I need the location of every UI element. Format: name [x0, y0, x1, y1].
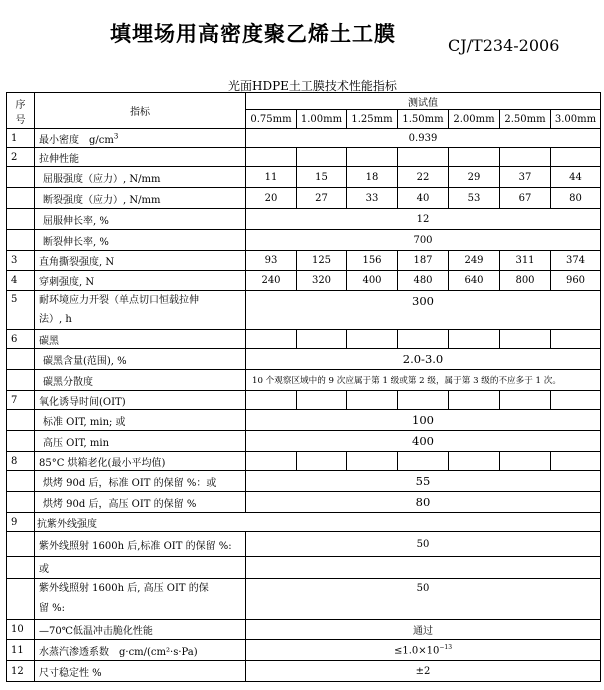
value-cell: 29: [449, 167, 500, 188]
indicator-name: 屈服强度（应力）, N/mm: [35, 167, 246, 188]
value-cell: 80: [246, 492, 601, 513]
table-row: [7, 557, 601, 579]
row-number: 4: [7, 271, 35, 291]
indicator-name: 碳黑含量(范围), %: [35, 349, 246, 370]
value-cell: 2.0-3.0: [246, 349, 601, 370]
row-number: 3: [7, 251, 35, 271]
value-cell: 93: [246, 251, 297, 271]
value-cell: $\le 1.0\times 10^{-13}$: [246, 640, 601, 661]
table-row: [7, 291, 601, 330]
indicator-name: 屈服伸长率, %: [35, 209, 246, 230]
value-cell: 187: [398, 251, 449, 271]
value-cell: 700: [246, 230, 601, 251]
value-cell: 374: [551, 251, 601, 271]
value-cell: 800: [500, 271, 551, 291]
document-title: 填埋场用高密度聚乙烯土工膜: [110, 22, 396, 46]
indicator-name: 最小密度 $g/cm^3$: [35, 129, 246, 148]
indicator-name: 抗紫外线强度: [35, 513, 601, 532]
value-cell: 320: [297, 271, 347, 291]
indicator-name: 拉伸性能: [35, 148, 246, 167]
value-cell: 156: [347, 251, 398, 271]
indicator-name: 尺寸稳定性 %: [35, 661, 246, 682]
value-cell: 18: [347, 167, 398, 188]
table-row: [7, 330, 601, 349]
indicator-name: 氧化诱导时间(OIT): [35, 391, 246, 410]
table-row: [7, 209, 601, 230]
table-row: [7, 370, 601, 391]
indicator-name: 穿刺强度, N: [35, 271, 246, 291]
indicator-name: 或: [35, 557, 246, 579]
thickness-cell: 0.75mm: [246, 110, 297, 129]
indicator-name: 紫外线照射 1600h 后, 高压 OIT 的保 留 %:: [35, 579, 246, 620]
table-row: [7, 410, 601, 431]
indicator-name: 85°C 烘箱老化(最小平均值): [35, 452, 246, 471]
header-row: [7, 93, 601, 110]
indicator-name: 水蒸汽渗透系数 g·cm/(cm²·s·Pa): [35, 640, 246, 661]
row-number: 12: [7, 661, 35, 682]
thickness-cell: 1.50mm: [398, 110, 449, 129]
value-cell: 0.939: [246, 129, 601, 148]
value-cell: 240: [246, 271, 297, 291]
indicator-name: 耐环境应力开裂（单点切口恒载拉伸 法）, h: [35, 291, 246, 330]
indicator-header: 指标: [35, 93, 246, 129]
thickness-cell: 1.00mm: [297, 110, 347, 129]
table-row: [7, 532, 601, 557]
value-cell: 37: [500, 167, 551, 188]
table-row: [7, 148, 601, 167]
table-row: [7, 391, 601, 410]
thickness-cell: 2.00mm: [449, 110, 500, 129]
value-cell: 20: [246, 188, 297, 209]
value-cell: 11: [246, 167, 297, 188]
table-row: [7, 167, 601, 188]
table-row: [7, 579, 601, 620]
row-number: 10: [7, 620, 35, 640]
test-value-header: 测试值: [246, 93, 601, 110]
value-cell: 80: [551, 188, 601, 209]
value-cell: 27: [297, 188, 347, 209]
value-cell: 55: [246, 471, 601, 492]
value-cell: 12: [246, 209, 601, 230]
value-cell: 通过: [246, 620, 601, 640]
indicator-name: 断裂强度（应力）, N/mm: [35, 188, 246, 209]
table-row: [7, 471, 601, 492]
value-cell: 15: [297, 167, 347, 188]
thickness-cell: 3.00mm: [551, 110, 601, 129]
indicator-name: 烘烤 90d 后，标准 OIT 的保留 %：或: [35, 471, 246, 492]
thickness-cell: 2.50mm: [500, 110, 551, 129]
value-cell: 50: [246, 532, 601, 557]
indicator-name: 断裂伸长率, %: [35, 230, 246, 251]
table-row: [7, 271, 601, 291]
indicator-name: 紫外线照射 1600h 后,标准 OIT 的保留 %:: [35, 532, 246, 557]
table-row: [7, 431, 601, 452]
value-cell: 40: [398, 188, 449, 209]
value-cell: 100: [246, 410, 601, 431]
value-cell: 300: [246, 291, 601, 330]
indicator-name: 标准 OIT, min; 或: [35, 410, 246, 431]
table-row: [7, 640, 601, 661]
table-row: [7, 349, 601, 370]
indicator-name: 高压 OIT, min: [35, 431, 246, 452]
table-row: [7, 452, 601, 471]
row-number: 6: [7, 330, 35, 349]
table-row: [7, 492, 601, 513]
table-caption: 光面HDPE土工膜技术性能指标: [228, 79, 397, 93]
row-number: 7: [7, 391, 35, 410]
value-cell: 400: [246, 431, 601, 452]
value-cell: 44: [551, 167, 601, 188]
table-row: [7, 620, 601, 640]
value-cell: 50: [246, 579, 601, 620]
value-cell: 125: [297, 251, 347, 271]
table-row: [7, 251, 601, 271]
table-row: [7, 661, 601, 682]
row-number: 9: [7, 513, 35, 532]
value-cell: 311: [500, 251, 551, 271]
spec-table: [6, 92, 601, 682]
row-number: 5: [7, 291, 35, 330]
seq-header: 序 号: [7, 93, 35, 129]
indicator-name: 烘烤 90d 后，高压 OIT 的保留 %: [35, 492, 246, 513]
standard-code: CJ/T234-2006: [448, 36, 560, 55]
indicator-name: 碳黑分散度: [35, 370, 246, 391]
thickness-cell: 1.25mm: [347, 110, 398, 129]
indicator-name: —70℃低温冲击脆化性能: [35, 620, 246, 640]
row-number: 2: [7, 148, 35, 167]
value-cell: 640: [449, 271, 500, 291]
value-cell: 67: [500, 188, 551, 209]
indicator-name: 直角撕裂强度, N: [35, 251, 246, 271]
value-cell: 400: [347, 271, 398, 291]
value-cell: 480: [398, 271, 449, 291]
table-row: [7, 230, 601, 251]
value-cell: 10 个观察区域中的 9 次应属于第 1 级或第 2 级，属于第 3 级的不应多于 1 次。: [246, 370, 601, 391]
table-row: [7, 513, 601, 532]
value-cell: 22: [398, 167, 449, 188]
value-cell: ±2: [246, 661, 601, 682]
table-row: [7, 188, 601, 209]
row-number: 1: [7, 129, 35, 148]
indicator-name: 碳黑: [35, 330, 246, 349]
value-cell: 960: [551, 271, 601, 291]
value-cell: 249: [449, 251, 500, 271]
value-cell: 33: [347, 188, 398, 209]
value-cell: 53: [449, 188, 500, 209]
row-number: 11: [7, 640, 35, 661]
row-number: 8: [7, 452, 35, 471]
table-row: [7, 129, 601, 148]
